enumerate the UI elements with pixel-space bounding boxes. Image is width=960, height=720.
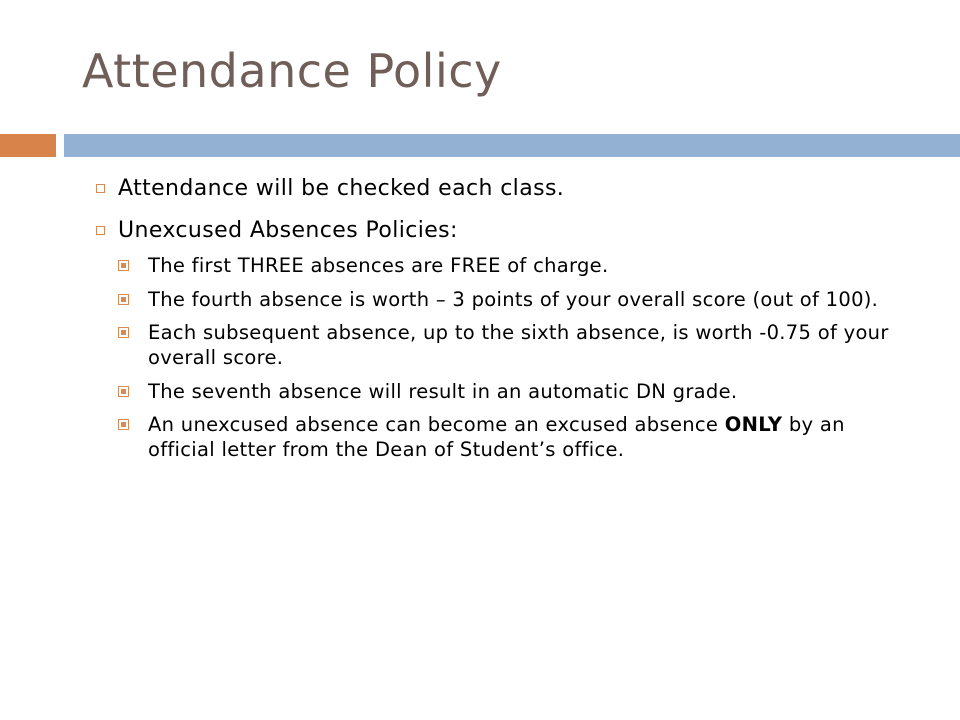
sub-bullet-text: The fourth absence is worth – 3 points of your overall score (out of 100). — [148, 287, 879, 311]
sub-bullet-text: The seventh absence will result in an automatic DN grade. — [148, 379, 738, 403]
bullet-text: Unexcused Absences Policies: — [118, 217, 458, 243]
slide-title: Attendance Policy — [82, 44, 502, 98]
sub-bullet-item — [96, 253, 904, 278]
filled-square-bullet-icon — [118, 294, 129, 305]
bullet-list — [96, 174, 926, 475]
accent-bar-left — [0, 134, 56, 157]
filled-square-bullet-icon — [118, 386, 129, 397]
sub-bullet-item — [96, 412, 904, 463]
sub-bullet-bold-text: ONLY — [724, 413, 783, 437]
sub-bullet-list — [118, 253, 926, 462]
hollow-square-bullet-icon — [96, 226, 105, 235]
filled-square-bullet-icon — [118, 327, 129, 338]
sub-bullet-text-before: An unexcused absence can become an excused absence — [148, 413, 725, 437]
sub-bullet-item — [96, 320, 904, 371]
sub-bullet-text: Each subsequent absence, up to the sixth absence, is worth -0.75 of your overall score. — [148, 321, 889, 370]
accent-bar-right — [64, 134, 960, 157]
bullet-text: Attendance will be checked each class. — [118, 176, 565, 201]
filled-square-bullet-icon — [118, 419, 129, 430]
bullet-item-unexcused-policies — [96, 216, 926, 463]
bullet-item-attendance-check — [96, 174, 926, 204]
filled-square-bullet-icon — [118, 260, 129, 271]
sub-bullet-text-after: by an official letter from the Dean of Student’s office. — [148, 413, 845, 462]
sub-bullet-item — [96, 287, 904, 312]
sub-bullet-text: The first THREE absences are FREE of charge. — [148, 254, 609, 278]
sub-bullet-item — [96, 379, 904, 404]
hollow-square-bullet-icon — [96, 184, 105, 193]
